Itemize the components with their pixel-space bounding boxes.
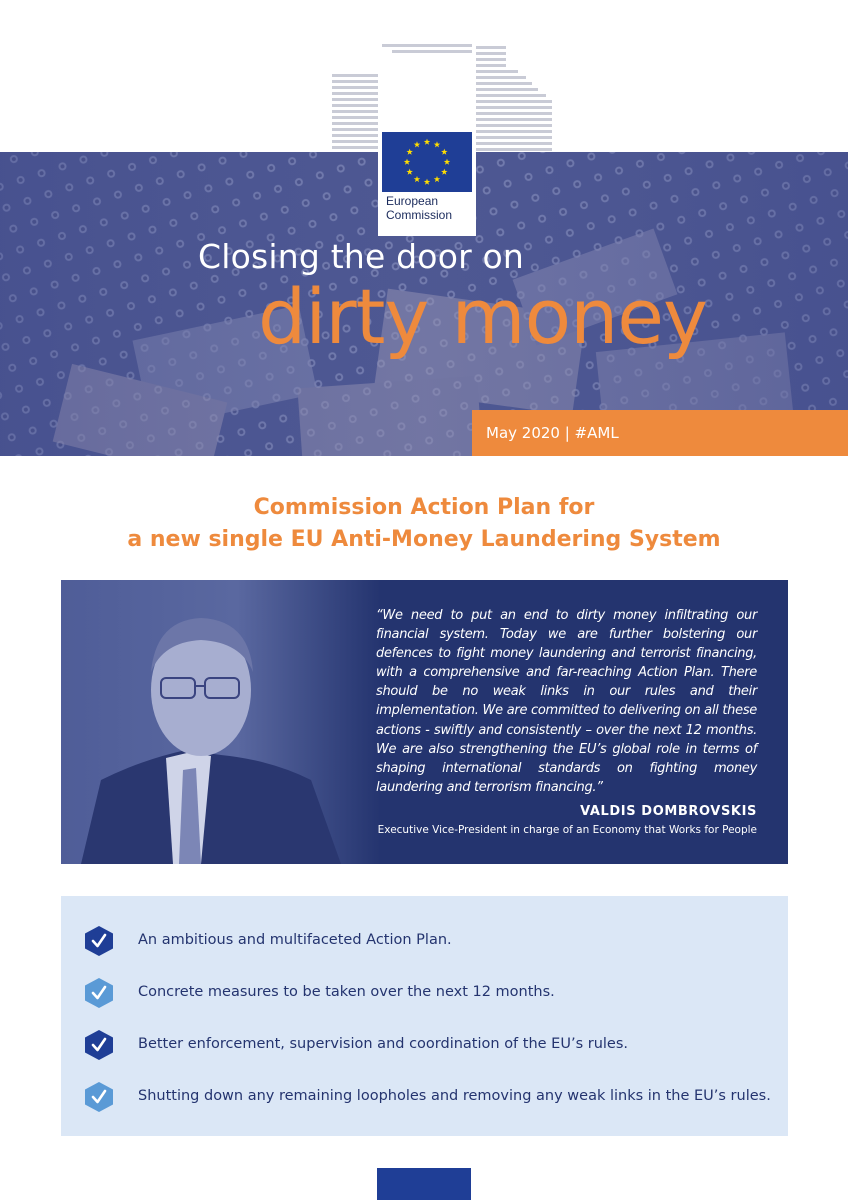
date-hashtag-bar — [472, 410, 848, 456]
key-point-text: An ambitious and multifaceted Action Plan. — [138, 932, 452, 948]
date-hashtag-text: May 2020 | #AML — [486, 424, 619, 442]
quote-speaker-role: Executive Vice-President in charge of an Economy that Works for People — [377, 824, 757, 836]
check-hexagon-icon — [85, 1082, 113, 1112]
check-hexagon-icon — [85, 1030, 113, 1060]
check-hexagon-icon — [85, 926, 113, 956]
key-point-item — [61, 978, 788, 1008]
key-point-item — [61, 926, 788, 956]
footer-accent-bar — [377, 1168, 471, 1200]
quote-speaker-name: VALDIS DOMBROVSKIS — [580, 804, 757, 819]
key-point-item — [61, 1082, 788, 1112]
european-commission-logo[interactable] — [332, 44, 554, 222]
logo-line-commission: Commission — [386, 208, 453, 222]
document-subtitle — [0, 492, 848, 556]
title-line-1: Closing the door on — [198, 237, 525, 276]
eu-flag-icon — [382, 132, 472, 192]
logo-line-european: European — [386, 194, 439, 208]
subtitle-line-2: a new single EU Anti-Money Laundering System — [127, 527, 721, 552]
key-point-text: Concrete measures to be taken over the next 12 months. — [138, 984, 555, 1000]
key-points-box — [61, 896, 788, 1136]
check-hexagon-icon — [85, 978, 113, 1008]
subtitle-line-1: Commission Action Plan for — [253, 495, 595, 520]
key-point-text: Shutting down any remaining loopholes and removing any weak links in the EU’s rules. — [138, 1088, 771, 1104]
quote-text: “We need to put an end to dirty money infiltrating our financial system. Today we are further bolstering our defences to fight money laundering and terrorist financing, with a comprehensive and far-reaching Action Plan. There should be no weak links in our rules and their implementation. We are committed to delivering on all these actions - swiftly and consistently – over the next 12 months. We are also strengthening the EU’s global role in terms of shaping international standards on fighting money laundering and terrorism financing.” — [376, 608, 757, 795]
key-point-item — [61, 1030, 788, 1060]
key-point-text: Better enforcement, supervision and coordination of the EU’s rules. — [138, 1036, 628, 1052]
logo-wordmark — [382, 194, 472, 222]
title-line-2: dirty money — [258, 272, 707, 361]
